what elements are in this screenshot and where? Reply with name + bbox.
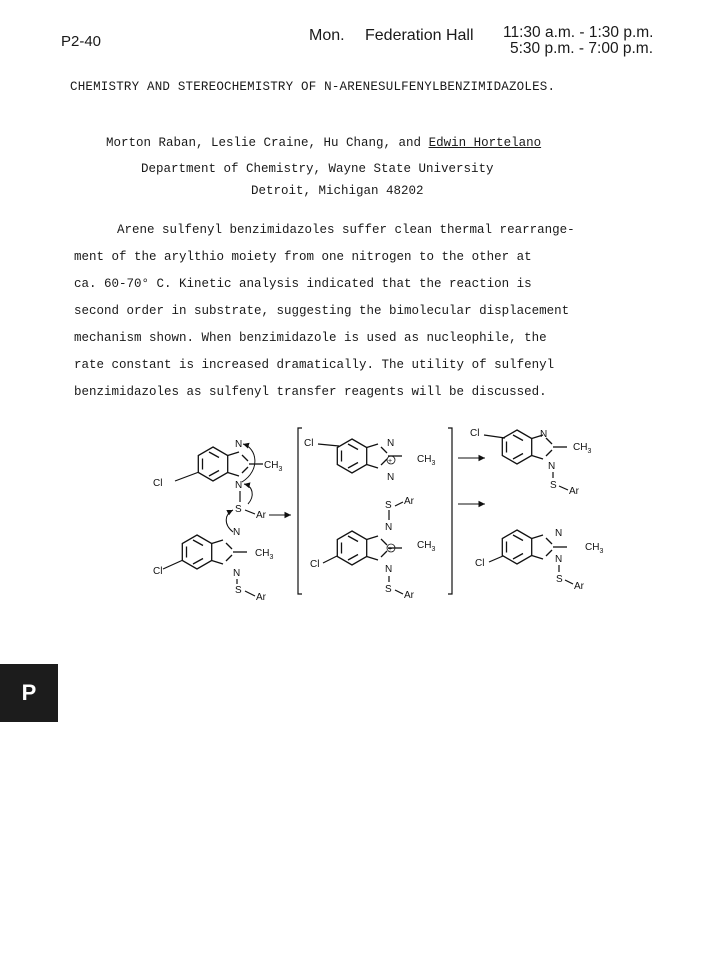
reaction-scheme — [145, 422, 685, 602]
plus-sign: + — [388, 546, 393, 553]
abstract-line: benzimidazoles as sulfenyl transfer reagents will be discussed. — [74, 385, 547, 399]
abstract-line: second order in substrate, suggesting the bimolecular displacement — [74, 304, 570, 318]
ar-label: Ar — [569, 486, 579, 497]
n-label: N — [555, 528, 563, 539]
cl-bond — [489, 556, 503, 562]
s-ar-bond — [559, 486, 568, 490]
n-label: N — [387, 438, 395, 449]
authors-main: Morton Raban, Leslie Craine, Hu Chang, and — [106, 136, 429, 150]
ch3-label: $CH_3$ — [417, 540, 436, 553]
right-bracket — [448, 428, 452, 594]
s-label: S — [550, 480, 557, 491]
author-list — [106, 136, 541, 150]
abstract-line: rate constant is increased dramatically. The utility of sulfenyl — [74, 358, 555, 372]
left-bracket — [298, 428, 302, 594]
ar-label: Ar — [256, 510, 266, 521]
cl-label: Cl — [153, 478, 163, 489]
ch3-label: $CH_3$ — [417, 454, 436, 467]
n-label: N — [235, 480, 243, 491]
ch3-label: $CH_3$ — [585, 542, 604, 555]
abstract-title: CHEMISTRY AND STEREOCHEMISTRY OF N-ARENESULFENYLBENZIMIDAZOLES. — [70, 80, 556, 94]
ar-label: Ar — [256, 592, 266, 602]
cl-label: Cl — [153, 566, 163, 577]
session-day: Mon. — [309, 27, 345, 44]
cl-label: Cl — [304, 438, 314, 449]
department: Department of Chemistry, Wayne State University — [141, 162, 494, 176]
city-address: Detroit, Michigan 48202 — [251, 184, 424, 198]
session-time-2: 5:30 p.m. - 7:00 p.m. — [510, 40, 654, 57]
ch3-label: $CH_3$ — [264, 460, 283, 473]
n-label: N — [385, 522, 393, 533]
ar-label: Ar — [574, 581, 584, 592]
ch3-label: $CH_3$ — [255, 548, 274, 561]
cl-bond — [323, 556, 337, 563]
n-label: N — [387, 472, 395, 483]
n-label: N — [548, 461, 556, 472]
curved-arrow — [244, 484, 252, 504]
s-label: S — [385, 500, 392, 511]
s-label: S — [235, 585, 242, 596]
abstract-line: ca. 60-70° C. Kinetic analysis indicated that the reaction is — [74, 277, 532, 291]
cl-bond — [163, 560, 183, 569]
abstract-body — [74, 217, 674, 406]
section-tab: P — [0, 664, 58, 722]
product-b — [475, 528, 603, 592]
s-label: S — [385, 584, 392, 595]
cl-label: Cl — [470, 428, 480, 439]
s-ar-bond — [395, 502, 403, 506]
session-venue: Federation Hall — [365, 27, 474, 44]
cl-bond — [318, 444, 339, 446]
abstract-line: ment of the arylthio moiety from one nitrogen to the other at — [74, 250, 532, 264]
ch3-label: $CH_3$ — [573, 442, 592, 455]
s-label: S — [235, 504, 242, 515]
abstract-line: mechanism shown. When benzimidazole is used as nucleophile, the — [74, 331, 547, 345]
curved-arrow — [226, 510, 233, 532]
abstract-line: Arene sulfenyl benzimidazoles suffer clean thermal rearrange- — [117, 223, 575, 237]
n-label: N — [555, 554, 563, 565]
s-ar-bond — [565, 580, 573, 584]
benzimidazole-b — [153, 527, 273, 602]
ar-label: Ar — [404, 590, 414, 601]
s-ar-bond — [395, 590, 403, 594]
s-ar-bond — [245, 591, 255, 596]
n-label: N — [540, 429, 548, 440]
cl-label: Cl — [475, 558, 485, 569]
benzimidazole-a — [153, 439, 282, 521]
curved-arrow — [242, 444, 255, 482]
n-label: N — [235, 439, 243, 450]
intermediate-cation — [304, 438, 435, 483]
n-label: N — [233, 527, 241, 538]
presenting-author: Edwin Hortelano — [428, 136, 542, 150]
intermediate-sulfenylated — [310, 496, 435, 601]
n-label: N — [385, 564, 393, 575]
session-time-1: 11:30 a.m. - 1:30 p.m. — [503, 24, 654, 41]
cl-bond — [484, 435, 505, 438]
s-ar-bond — [245, 510, 255, 514]
abstract-code: P2-40 — [61, 33, 102, 50]
n-label: N — [233, 568, 241, 579]
product-a — [470, 428, 591, 497]
plus-sign: + — [388, 458, 393, 465]
ar-label: Ar — [404, 496, 414, 507]
s-label: S — [556, 574, 563, 585]
cl-label: Cl — [310, 559, 320, 570]
cl-bond — [175, 472, 199, 481]
